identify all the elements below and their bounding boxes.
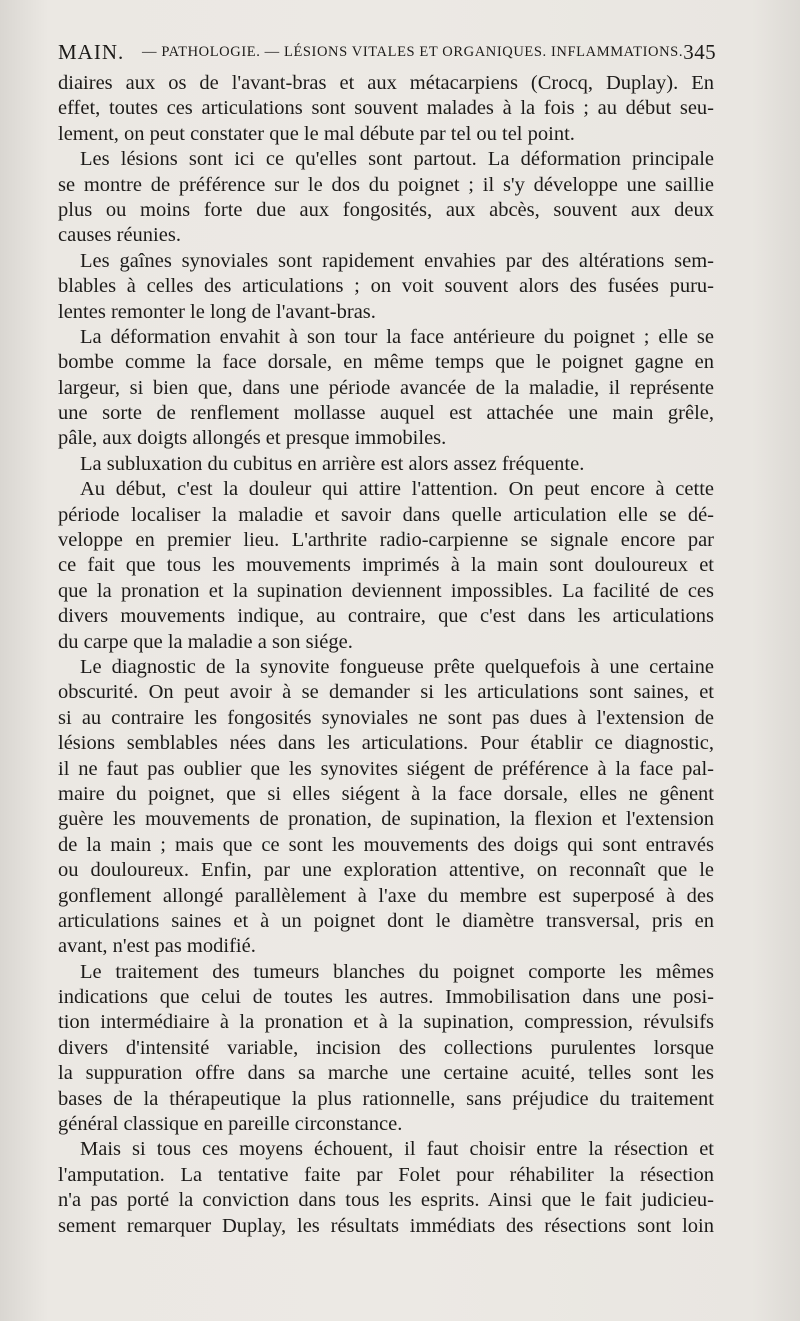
text-line: bases de la thérapeutique la plus rationnelle, sans préjudice du traitement <box>58 1087 714 1110</box>
text-line: obscurité. On peut avoir à se demander si les articulations sont saines, et <box>58 681 714 704</box>
text-line: que la pronation et la supination deviennent impossibles. La facilité de ces <box>58 579 714 602</box>
text-line: diaires aux os de l'avant-bras et aux métacarpiens (Crocq, Duplay). En <box>58 72 714 94</box>
text-line: n'a pas porté la conviction dans tous les esprits. Ainsi que le fait judicieu- <box>58 1189 714 1212</box>
text-line: guère les mouvements de pronation, de supination, la flexion et l'extension <box>58 808 714 831</box>
text-line: effet, toutes ces articulations sont souvent malades à la fois ; au début seu- <box>58 97 714 120</box>
text-line: causes réunies. <box>58 224 181 247</box>
text-line: pâle, aux doigts allongés et presque immobiles. <box>58 427 447 450</box>
text-line: ou douloureux. Enfin, par une exploration attentive, on reconnaît que le <box>58 859 714 882</box>
text-line: Le traitement des tumeurs blanches du poignet comporte les mêmes <box>80 960 714 983</box>
text-line: Mais si tous ces moyens échouent, il faut choisir entre la résection et <box>80 1138 714 1161</box>
text-line: se montre de préférence sur le dos du poignet ; il s'y développe une saillie <box>58 173 714 196</box>
text-line: du carpe que la maladie a son siége. <box>58 630 353 653</box>
text-line: divers d'intensité variable, incision des collections purulentes lorsque <box>58 1036 714 1059</box>
text-line: largeur, si bien que, dans une période avancée de la maladie, il représente <box>58 376 714 399</box>
text-line: maire du poignet, que si elles siégent à la face dorsale, elles ne gênent <box>58 782 714 805</box>
text-line: il ne faut pas oublier que les synovites siégent de préférence à la face pal- <box>58 757 714 780</box>
text-line: indications que celui de toutes les autres. Immobilisation dans une posi- <box>58 986 714 1009</box>
text-line: lésions semblables nées dans les articulations. Pour établir ce diagnostic, <box>58 732 714 755</box>
text-line: La subluxation du cubitus en arrière est alors assez fréquente. <box>80 452 585 475</box>
page-number: 345 <box>683 40 716 64</box>
text-line: ce fait que tous les mouvements imprimés à la main sont douloureux et <box>58 554 714 577</box>
text-line: lentes remonter le long de l'avant-bras. <box>58 300 376 323</box>
text-line: Les gaînes synoviales sont rapidement envahies par des altérations sem- <box>80 249 714 272</box>
section-title: MAIN. <box>58 40 125 64</box>
text-line: si au contraire les fongosités synoviales ne sont pas dues à l'extension de <box>58 706 714 729</box>
text-line: gonflement allongé parallèlement à l'axe du membre est superposé à des <box>58 884 714 907</box>
text-line: l'amputation. La tentative faite par Folet pour réhabiliter la résection <box>58 1163 714 1186</box>
text-line: avant, n'est pas modifié. <box>58 935 256 958</box>
text-line: période localiser la maladie et savoir dans quelle articulation elle se dé- <box>58 503 714 526</box>
text-line: de la main ; mais que ce sont les mouvements des doigs qui sont entravés <box>58 833 714 856</box>
page-header <box>58 40 716 66</box>
text-line: veloppe en premier lieu. L'arthrite radio-carpienne se signale encore par <box>58 529 714 552</box>
text-line: blables à celles des articulations ; on voit souvent alors des fusées puru- <box>58 275 714 298</box>
text-line: Les lésions sont ici ce qu'elles sont partout. La déformation principale <box>80 148 714 171</box>
text-line: lement, on peut constater que le mal débute par tel ou tel point. <box>58 122 575 145</box>
text-line: plus ou moins forte due aux fongosités, aux abcès, souvent aux deux <box>58 198 714 221</box>
text-line: tion intermédiaire à la pronation et à la supination, compression, révulsifs <box>58 1011 714 1034</box>
text-line: Le diagnostic de la synovite fongueuse prête quelquefois à une certaine <box>80 655 714 678</box>
text-line: une sorte de renflement mollasse auquel est attachée une main grêle, <box>58 402 714 425</box>
text-line: général classique en pareille circonstance. <box>58 1113 403 1136</box>
text-line: bombe comme la face dorsale, en même temps que le poignet gagne en <box>58 351 714 374</box>
body-text <box>58 71 714 1239</box>
text-line: articulations saines et à un poignet dont le diamètre transversal, pris en <box>58 909 714 932</box>
running-title: — PATHOLOGIE. — LÉSIONS VITALES ET ORGANIQUES. INFLAMMATIONS. <box>142 44 684 60</box>
text-line: La déformation envahit à son tour la face antérieure du poignet ; elle se <box>80 325 714 348</box>
text-line: sement remarquer Duplay, les résultats immédiats des résections sont loin <box>58 1214 714 1237</box>
text-line: la suppuration offre dans sa marche une certaine acuité, telles sont les <box>58 1062 714 1085</box>
text-line: Au début, c'est la douleur qui attire l'attention. On peut encore à cette <box>80 478 714 501</box>
text-line: divers mouvements indique, au contraire, que c'est dans les articulations <box>58 605 714 628</box>
